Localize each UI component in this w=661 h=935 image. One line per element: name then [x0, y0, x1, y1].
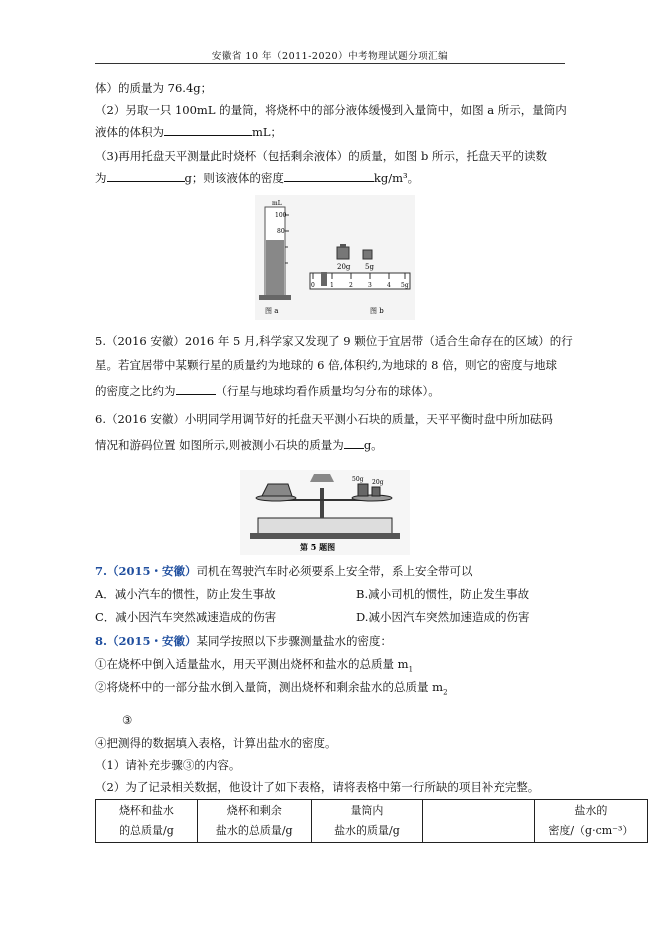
prev-q2-unit: mL；: [252, 125, 283, 139]
figure-caption-q5: 第 5 题图: [300, 542, 336, 552]
scale-tick-5g: 5g: [401, 282, 409, 289]
scale-tick-4: 4: [387, 282, 391, 289]
weight-5g: 5g: [365, 263, 374, 271]
cylinder-tick-80: 80: [277, 228, 285, 235]
prev-q3-text1: 为: [95, 171, 107, 185]
answer-blank-mass[interactable]: [107, 170, 185, 182]
answer-blank-density[interactable]: [284, 170, 374, 182]
cylinder-tick-100: 100: [275, 212, 287, 219]
prev-q3-line1: （3)再用托盘天平测量此时烧杯（包括剩余液体）的质量，如图 b 所示，托盘天平的读数: [95, 149, 547, 163]
q6-text2: g。: [363, 438, 383, 452]
scale-tick-1: 1: [330, 282, 334, 289]
q7-option-c[interactable]: C．减小因汽车突然减速造成的伤害: [95, 610, 277, 624]
q8-step1: [95, 656, 413, 677]
prev-q2-line1: （2）另取一只 100mL 的量筒，将烧杯中的部分液体缓慢到入量筒中，如图 a 所示，量筒内: [95, 103, 567, 117]
prev-q3-text2: g；则该液体的密度: [184, 171, 284, 185]
q7-stem: [95, 563, 473, 579]
q5-line3: [95, 383, 440, 399]
figure-b-label: 图 b: [370, 307, 384, 315]
answer-blank-ratio[interactable]: [176, 383, 216, 395]
table-cell-blank[interactable]: [423, 800, 534, 843]
prev-q2-line2: [95, 124, 282, 140]
scale-tick-3: 3: [368, 282, 372, 289]
figure-a-label: 图 a: [265, 307, 279, 315]
prev-line1: 体）的质量为 76.4g；: [95, 81, 213, 95]
q8-step2: [95, 679, 448, 700]
weight-20g: 20g: [337, 263, 351, 271]
q5-text1: 的密度之比约为: [95, 384, 176, 398]
q8-step2-text: ②将烧杯中的一部分盐水倒入量筒，测出烧杯和剩余盐水的总质量 m: [95, 680, 444, 694]
q8-stem: [95, 633, 392, 649]
q6-line1: 6.（2016 安徽）小明同学用调节好的托盘天平测小石块的质量，天平平衡时盘中所加砝码: [95, 412, 553, 426]
page-header: 安徽省 10 年（2011-2020）中考物理试题分项汇编: [211, 51, 449, 62]
answer-blank-stone-mass[interactable]: [344, 437, 364, 449]
q5-text2: （行星与地球均看作质量均匀分布的球体）。: [215, 384, 440, 398]
table-cell-1: 烧杯和盐水 的总质量/g: [96, 800, 198, 843]
q8-stem-text: 某同学按照以下步骤测量盐水的密度：: [196, 634, 393, 648]
prev-q3-line2: [95, 170, 419, 186]
figure-ab: [255, 195, 415, 320]
prev-q3-text3: kg/m³。: [373, 171, 420, 185]
q7-option-b[interactable]: B.减小司机的惯性，防止发生事故: [356, 587, 530, 601]
weight-20g-b: 20g: [372, 479, 384, 486]
scale-tick-2: 2: [349, 282, 353, 289]
q8-step3: ③: [122, 713, 133, 727]
prev-q2-text: 液体的体积为: [95, 125, 164, 139]
cylinder-unit: mL: [272, 200, 282, 207]
q8-tag: 8.（2015・安徽）: [95, 634, 197, 648]
header-divider: [95, 63, 565, 64]
q8-step2-sub: 2: [443, 688, 448, 697]
balance-figure: [240, 470, 410, 555]
q5-line2: 星。若宜居带中某颗行星的质量约为地球的 6 倍,体积约,为地球的 8 倍，则它的密度与地球: [95, 358, 558, 372]
table-row: [96, 800, 648, 843]
q8-part1: （1）请补充步骤③的内容。: [95, 758, 241, 772]
data-table: [95, 799, 648, 843]
rider-scale: [310, 272, 410, 289]
answer-blank-volume[interactable]: [164, 124, 252, 136]
q5-line1: 5.（2016 安徽）2016 年 5 月,科学家又发现了 9 颗位于宜居带（适合生命存在的区域）的行: [95, 334, 573, 348]
q7-option-a[interactable]: A．减小汽车的惯性，防止发生事故: [95, 587, 276, 601]
q8-part2: （2）为了记录相关数据，他设计了如下表格，请将表格中第一行所缺的项目补充完整。: [95, 780, 540, 794]
q8-step1-sub: 1: [408, 665, 414, 674]
q7-tag: 7.（2015・安徽）: [95, 564, 197, 578]
q7-stem-text: 司机在驾驶汽车时必须要系上安全带，系上安全带可以: [196, 564, 473, 578]
q6-text1: 情况和游码位置 如图所示,则被测小石块的质量为: [95, 438, 344, 452]
q6-line2: [95, 437, 383, 453]
q8-step4: ④把测得的数据填入表格，计算出盐水的密度。: [95, 736, 337, 750]
q7-option-d[interactable]: D.减小因汽车突然加速造成的伤害: [356, 610, 530, 624]
weight-50g: 50g: [352, 476, 364, 483]
scale-tick-0: 0: [311, 282, 315, 289]
table-cell-5: 盐水的 密度/（g·cm⁻³）: [534, 800, 647, 843]
table-cell-2: 烧杯和剩余 盐水的总质量/g: [197, 800, 311, 843]
q8-step1-text: ①在烧杯中倒入适量盐水，用天平测出烧杯和盐水的总质量 m: [95, 657, 409, 671]
table-cell-3: 量筒内 盐水的质量/g: [311, 800, 423, 843]
